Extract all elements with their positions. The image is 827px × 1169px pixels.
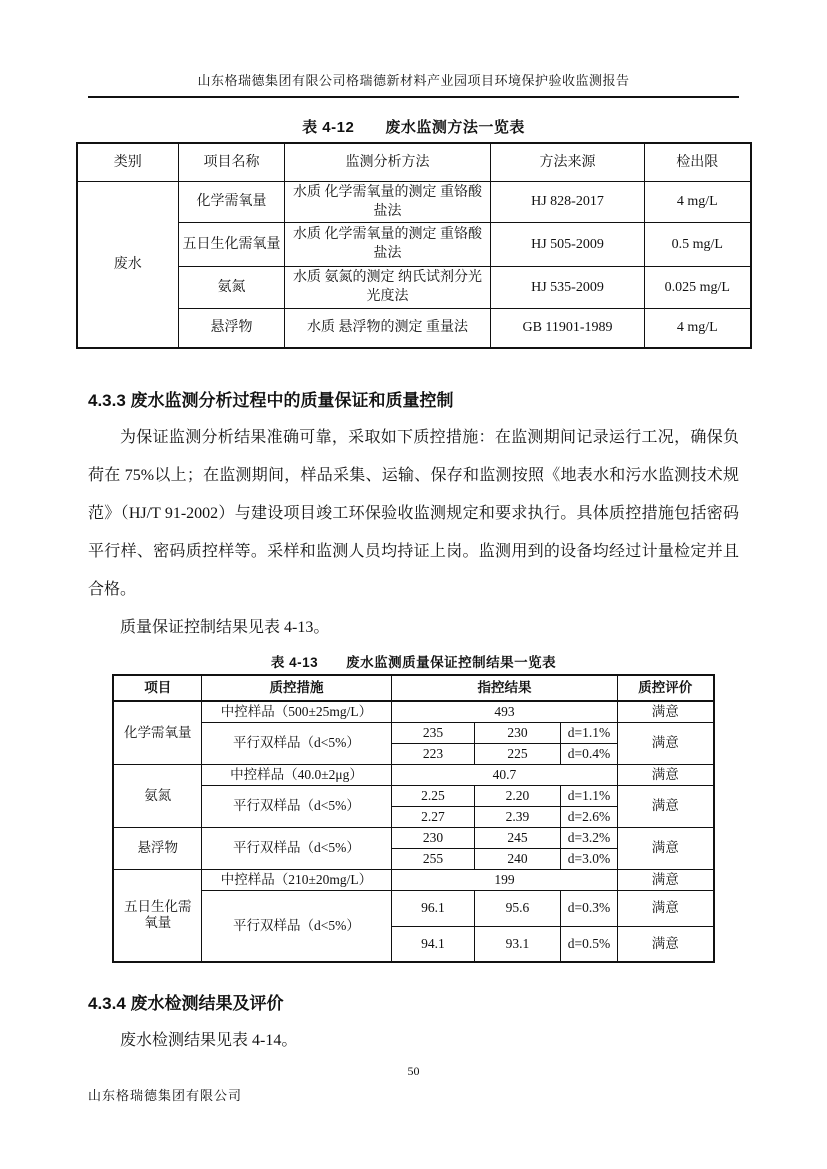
cell-ss-p1d: d=3.2%	[560, 827, 617, 848]
footer-company-name: 山东格瑞德集团有限公司	[88, 1088, 243, 1103]
cell-cod-method: 水质 化学需氧量的测定 重铬酸盐法	[285, 181, 491, 222]
cell-ammonia-parallel-eval: 满意	[618, 785, 714, 827]
cell-cod-parallel-eval: 满意	[618, 722, 714, 764]
cell-ammonia-limit: 0.025 mg/L	[645, 266, 751, 308]
table-4-13-qa-qc-results	[112, 674, 714, 963]
cell-ammonia-p1a: 2.25	[391, 785, 474, 806]
cell-cod-name: 化学需氧量	[113, 701, 201, 764]
page-header-title: 山东格瑞德集团有限公司格瑞德新材料产业园项目环境保护验收监测报告	[88, 70, 739, 98]
cell-ss-source: GB 11901-1989	[491, 308, 645, 348]
cell-ammonia-p2d: d=2.6%	[560, 806, 617, 827]
col-header-source: 方法来源	[491, 143, 645, 181]
table-row-ss	[77, 308, 751, 348]
cell-ammonia-p2b: 2.39	[474, 806, 560, 827]
cell-bod5-limit: 0.5 mg/L	[645, 222, 751, 266]
col-header-item: 项目	[113, 675, 201, 701]
col-header-category: 类别	[77, 143, 179, 181]
cell-ss-p2d: d=3.0%	[560, 848, 617, 869]
cell-ammonia-control-eval: 满意	[618, 764, 714, 785]
cell-bod5-p2b: 93.1	[474, 926, 560, 962]
table-row-ammonia-control	[113, 764, 713, 785]
cell-bod5-p2a: 94.1	[391, 926, 474, 962]
cell-bod5-parallel-label: 平行双样品（d<5%）	[201, 890, 391, 962]
cell-cod-p2b: 225	[474, 743, 560, 764]
cell-bod5-name: 五日生化需氧量	[113, 869, 201, 962]
cell-cod-p1a: 235	[391, 722, 474, 743]
col-header-method: 监测分析方法	[285, 143, 491, 181]
table-row-bod5	[77, 222, 751, 266]
cell-ss-name: 悬浮物	[179, 308, 285, 348]
cell-bod5-p1a: 96.1	[391, 890, 474, 926]
cell-ammonia-source: HJ 535-2009	[491, 266, 645, 308]
cell-cod-name: 化学需氧量	[179, 181, 285, 222]
cell-cod-control-eval: 满意	[618, 701, 714, 722]
cell-bod5-p1b: 95.6	[474, 890, 560, 926]
cell-bod5-control-label: 中控样品（210±20mg/L）	[201, 869, 391, 890]
cell-cod-p1b: 230	[474, 722, 560, 743]
qa-qc-paragraph: 为保证监测分析结果准确可靠，采取如下质控措施：在监测期间记录运行工况，确保负荷在 75%以上；在监测期间，样品采集、运输、保存和监测按照《地表水和污水监测技术规范》（HJ/T 91-2002）与建设项目竣工环保验收监测规定和要求执行。具体质控措施包括密码平行样、密码质控样等。采样和监测人员均持证上岗。监测用到的设备均经过计量检定并且合格。	[88, 429, 739, 598]
section-4-3-3-heading: 4.3.3 废水监测分析过程中的质量保证和质量控制	[88, 391, 454, 410]
table-row-ammonia	[77, 266, 751, 308]
cell-ammonia-name: 氨氮	[113, 764, 201, 827]
table-row-bod5-control	[113, 869, 713, 890]
cell-cod-limit: 4 mg/L	[645, 181, 751, 222]
cell-cod-p2a: 223	[391, 743, 474, 764]
cell-bod5-p1d: d=0.3%	[560, 890, 617, 926]
table-4-13-title: 表 4-13 废水监测质量保证控制结果一览表	[270, 655, 557, 670]
cell-bod5-name: 五日生化需氧量	[179, 222, 285, 266]
cell-bod5-control-result: 199	[391, 869, 617, 890]
cell-bod5-p2d: d=0.5%	[560, 926, 617, 962]
table-row-ss-parallel-1	[113, 827, 713, 848]
cell-cod-parallel-label: 平行双样品（d<5%）	[201, 722, 391, 764]
table-header-row	[77, 143, 751, 181]
cell-ss-p2b: 240	[474, 848, 560, 869]
table-row-cod	[77, 181, 751, 222]
page-number: 50	[407, 1064, 420, 1078]
table-row-cod-control	[113, 701, 713, 722]
col-header-detection-limit: 检出限	[645, 143, 751, 181]
cell-ammonia-control-label: 中控样品（40.0±2μg）	[201, 764, 391, 785]
see-table-4-13-paragraph: 质量保证控制结果见表 4-13。	[120, 619, 330, 636]
cell-ammonia-p2a: 2.27	[391, 806, 474, 827]
table-row-bod5-parallel-1	[113, 890, 713, 926]
cell-ammonia-method: 水质 氨氮的测定 纳氏试剂分光光度法	[285, 266, 491, 308]
col-header-qc-result: 指控结果	[391, 675, 617, 701]
cell-category-wastewater: 废水	[77, 181, 179, 348]
table-header-row	[113, 675, 713, 701]
cell-cod-control-label: 中控样品（500±25mg/L）	[201, 701, 391, 722]
cell-ss-p1a: 230	[391, 827, 474, 848]
cell-bod5-control-eval: 满意	[618, 869, 714, 890]
table-4-12-monitoring-methods	[76, 142, 752, 349]
cell-ss-parallel-eval: 满意	[618, 827, 714, 869]
cell-ammonia-name: 氨氮	[179, 266, 285, 308]
section-4-3-4-heading: 4.3.4 废水检测结果及评价	[88, 994, 284, 1013]
cell-ss-p2a: 255	[391, 848, 474, 869]
cell-bod5-parallel-eval-1: 满意	[618, 890, 714, 926]
table-row-ammonia-parallel-1	[113, 785, 713, 806]
table-4-12-title: 表 4-12 废水监测方法一览表	[302, 119, 525, 136]
table-row-cod-parallel-1	[113, 722, 713, 743]
col-header-qc-evaluation: 质控评价	[618, 675, 714, 701]
cell-ammonia-p1b: 2.20	[474, 785, 560, 806]
cell-bod5-parallel-eval-2: 满意	[618, 926, 714, 962]
cell-bod5-method: 水质 化学需氧量的测定 重铬酸盐法	[285, 222, 491, 266]
cell-ss-parallel-label: 平行双样品（d<5%）	[201, 827, 391, 869]
cell-bod5-source: HJ 505-2009	[491, 222, 645, 266]
cell-cod-source: HJ 828-2017	[491, 181, 645, 222]
col-header-item-name: 项目名称	[179, 143, 285, 181]
see-table-4-14-paragraph: 废水检测结果见表 4-14。	[120, 1032, 298, 1049]
cell-cod-p1d: d=1.1%	[560, 722, 617, 743]
cell-ammonia-parallel-label: 平行双样品（d<5%）	[201, 785, 391, 827]
cell-ammonia-control-result: 40.7	[391, 764, 617, 785]
cell-ss-method: 水质 悬浮物的测定 重量法	[285, 308, 491, 348]
cell-cod-control-result: 493	[391, 701, 617, 722]
cell-ss-limit: 4 mg/L	[645, 308, 751, 348]
cell-ss-p1b: 245	[474, 827, 560, 848]
cell-ss-name: 悬浮物	[113, 827, 201, 869]
cell-ammonia-p1d: d=1.1%	[560, 785, 617, 806]
col-header-qc-measure: 质控措施	[201, 675, 391, 701]
cell-cod-p2d: d=0.4%	[560, 743, 617, 764]
